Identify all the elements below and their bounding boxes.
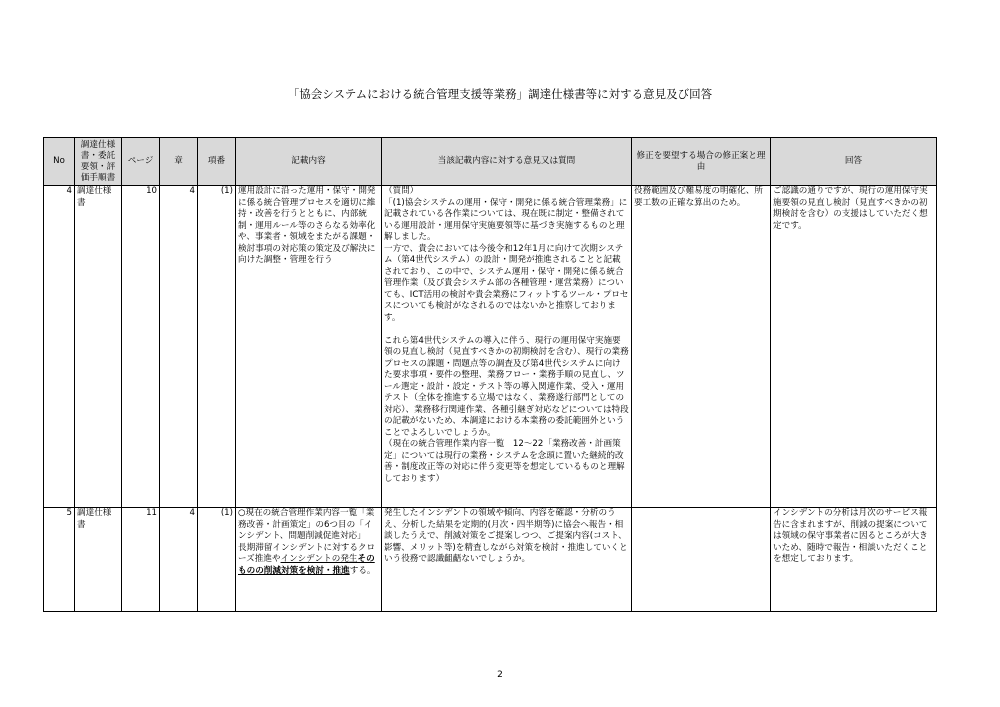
header-content: 記載内容 xyxy=(236,138,382,186)
opinion-table xyxy=(43,137,937,612)
header-revision: 修正を要望する場合の修正案と理由 xyxy=(632,138,771,186)
content-underlined-text: インシデントの発生 xyxy=(280,554,358,564)
row-doc: 調達仕様書 xyxy=(75,186,122,508)
row-page: 10 xyxy=(122,186,160,508)
content-tail-text: する。 xyxy=(349,565,376,576)
row-answer: インシデントの分析は月次のサービス報告に含まれますが、削減の提案については領域の保守事業者に因るところが大きいため、随時で報告・相談いただくことを想定しております。 xyxy=(771,508,937,612)
header-doc: 調達仕様書・委託要領・評価手順書 xyxy=(75,138,122,186)
row-revision: 役務範囲及び難易度の明確化、所要工数の正確な算出のため。 xyxy=(632,186,771,508)
row-chapter: 4 xyxy=(160,186,198,508)
header-item: 項番 xyxy=(198,138,236,186)
content-text: ○現在の統合管理作業内容一覧「業務改善・計画策定」の6つ目の「インシデント、問題削減促進対応」 長期滞留インシデントに対するクローズ推進や xyxy=(238,508,376,564)
table-row xyxy=(44,508,937,612)
header-page: ページ xyxy=(122,138,160,186)
row-revision xyxy=(632,508,771,612)
row-opinion: 発生したインシデントの領域や傾向、内容を確認・分析のうえ、分析した結果を定期的(月次・四半期等)に協会へ報告・相談したうえで、削減対策をご提案しつつ、ご提案内容(コスト、影響、メリット等)を精査しながら対策を検討・推進していくという役務で認識齟齬ないでしょうか。 xyxy=(382,508,632,612)
header-no: No xyxy=(44,138,75,186)
row-content: 運用設計に沿った運用・保守・開発に係る統合管理プロセスを適切に維持・改善を行うとともに、内部統制・運用ルール等のさらなる効率化や、事業者・領域をまたがる課題・検討事項の対応策の策定及び解決に向けた調整・管理を行う xyxy=(236,186,382,508)
header-answer: 回答 xyxy=(771,138,937,186)
table-row xyxy=(44,186,937,508)
header-chapter: 章 xyxy=(160,138,198,186)
row-answer: ご認識の通りですが、現行の運用保守実施要領の見直し検討（見直すべきかの初期検討を含む）の支援はしていただく想定です。 xyxy=(771,186,937,508)
row-item: (1) xyxy=(198,508,236,612)
document-title: 「協会システムにおける統合管理支援等業務」調達仕様書等に対する意見及び回答 xyxy=(287,87,713,101)
row-no: 5 xyxy=(44,508,75,612)
page-number: 2 xyxy=(497,670,503,680)
row-content xyxy=(236,508,382,612)
content-emphasis-text: そのものの削減対策を検討・推進 xyxy=(238,554,375,576)
header-row xyxy=(44,138,937,186)
row-chapter: 4 xyxy=(160,508,198,612)
row-page: 11 xyxy=(122,508,160,612)
header-opinion: 当該記載内容に対する意見又は質問 xyxy=(382,138,632,186)
row-opinion: （質問） 「(1)協会システムの運用・保守・開発に係る統合管理業務」に記載されている各作業については、現在既に制定・整備されている運用設計・運用保守実施要領等に基づき実施するものと理解しました。 一方で、貴会においては今後令和12年1月に向けて次期システム（第4世代システム）の設計・開発が推進されることと記載されており、この中で、システム運用・保守・開発に係る統合管理作業（及び貴会システム部の各種管理・運営業務）についても、ICT活用の検討や貴会業務にフィットするツール・プロセスについても検討がなされるのではないかと推察しております。 これら第4世代システムの導入に伴う、現行の運用保守実施要領の見直し検討（見直すべきかの初期検討を含む）、現行の業務プロセスの課題・問題点等の調査及び第4世代システムに向けた要求事項・要件の整理、業務フロー・業務手順の見直し、ツール選定・設計・設定・テスト等の導入関連作業、受入・運用テスト（全体を推進する立場ではなく、業務遂行部門としての対応）、業務移行関連作業、各種引継ぎ対応などについては特段の記載がないため、本調達における本業務の委託範囲外ということでよろしいでしょうか。 （現在の統合管理作業内容一覧 12～22「業務改善・計画策定」については現行の業務・システムを念頭に置いた継続的改善・制度改正等の対応に伴う変更等を想定しているものと理解しております） xyxy=(382,186,632,508)
row-no: 4 xyxy=(44,186,75,508)
row-item: (1) xyxy=(198,186,236,508)
row-doc: 調達仕様書 xyxy=(75,508,122,612)
